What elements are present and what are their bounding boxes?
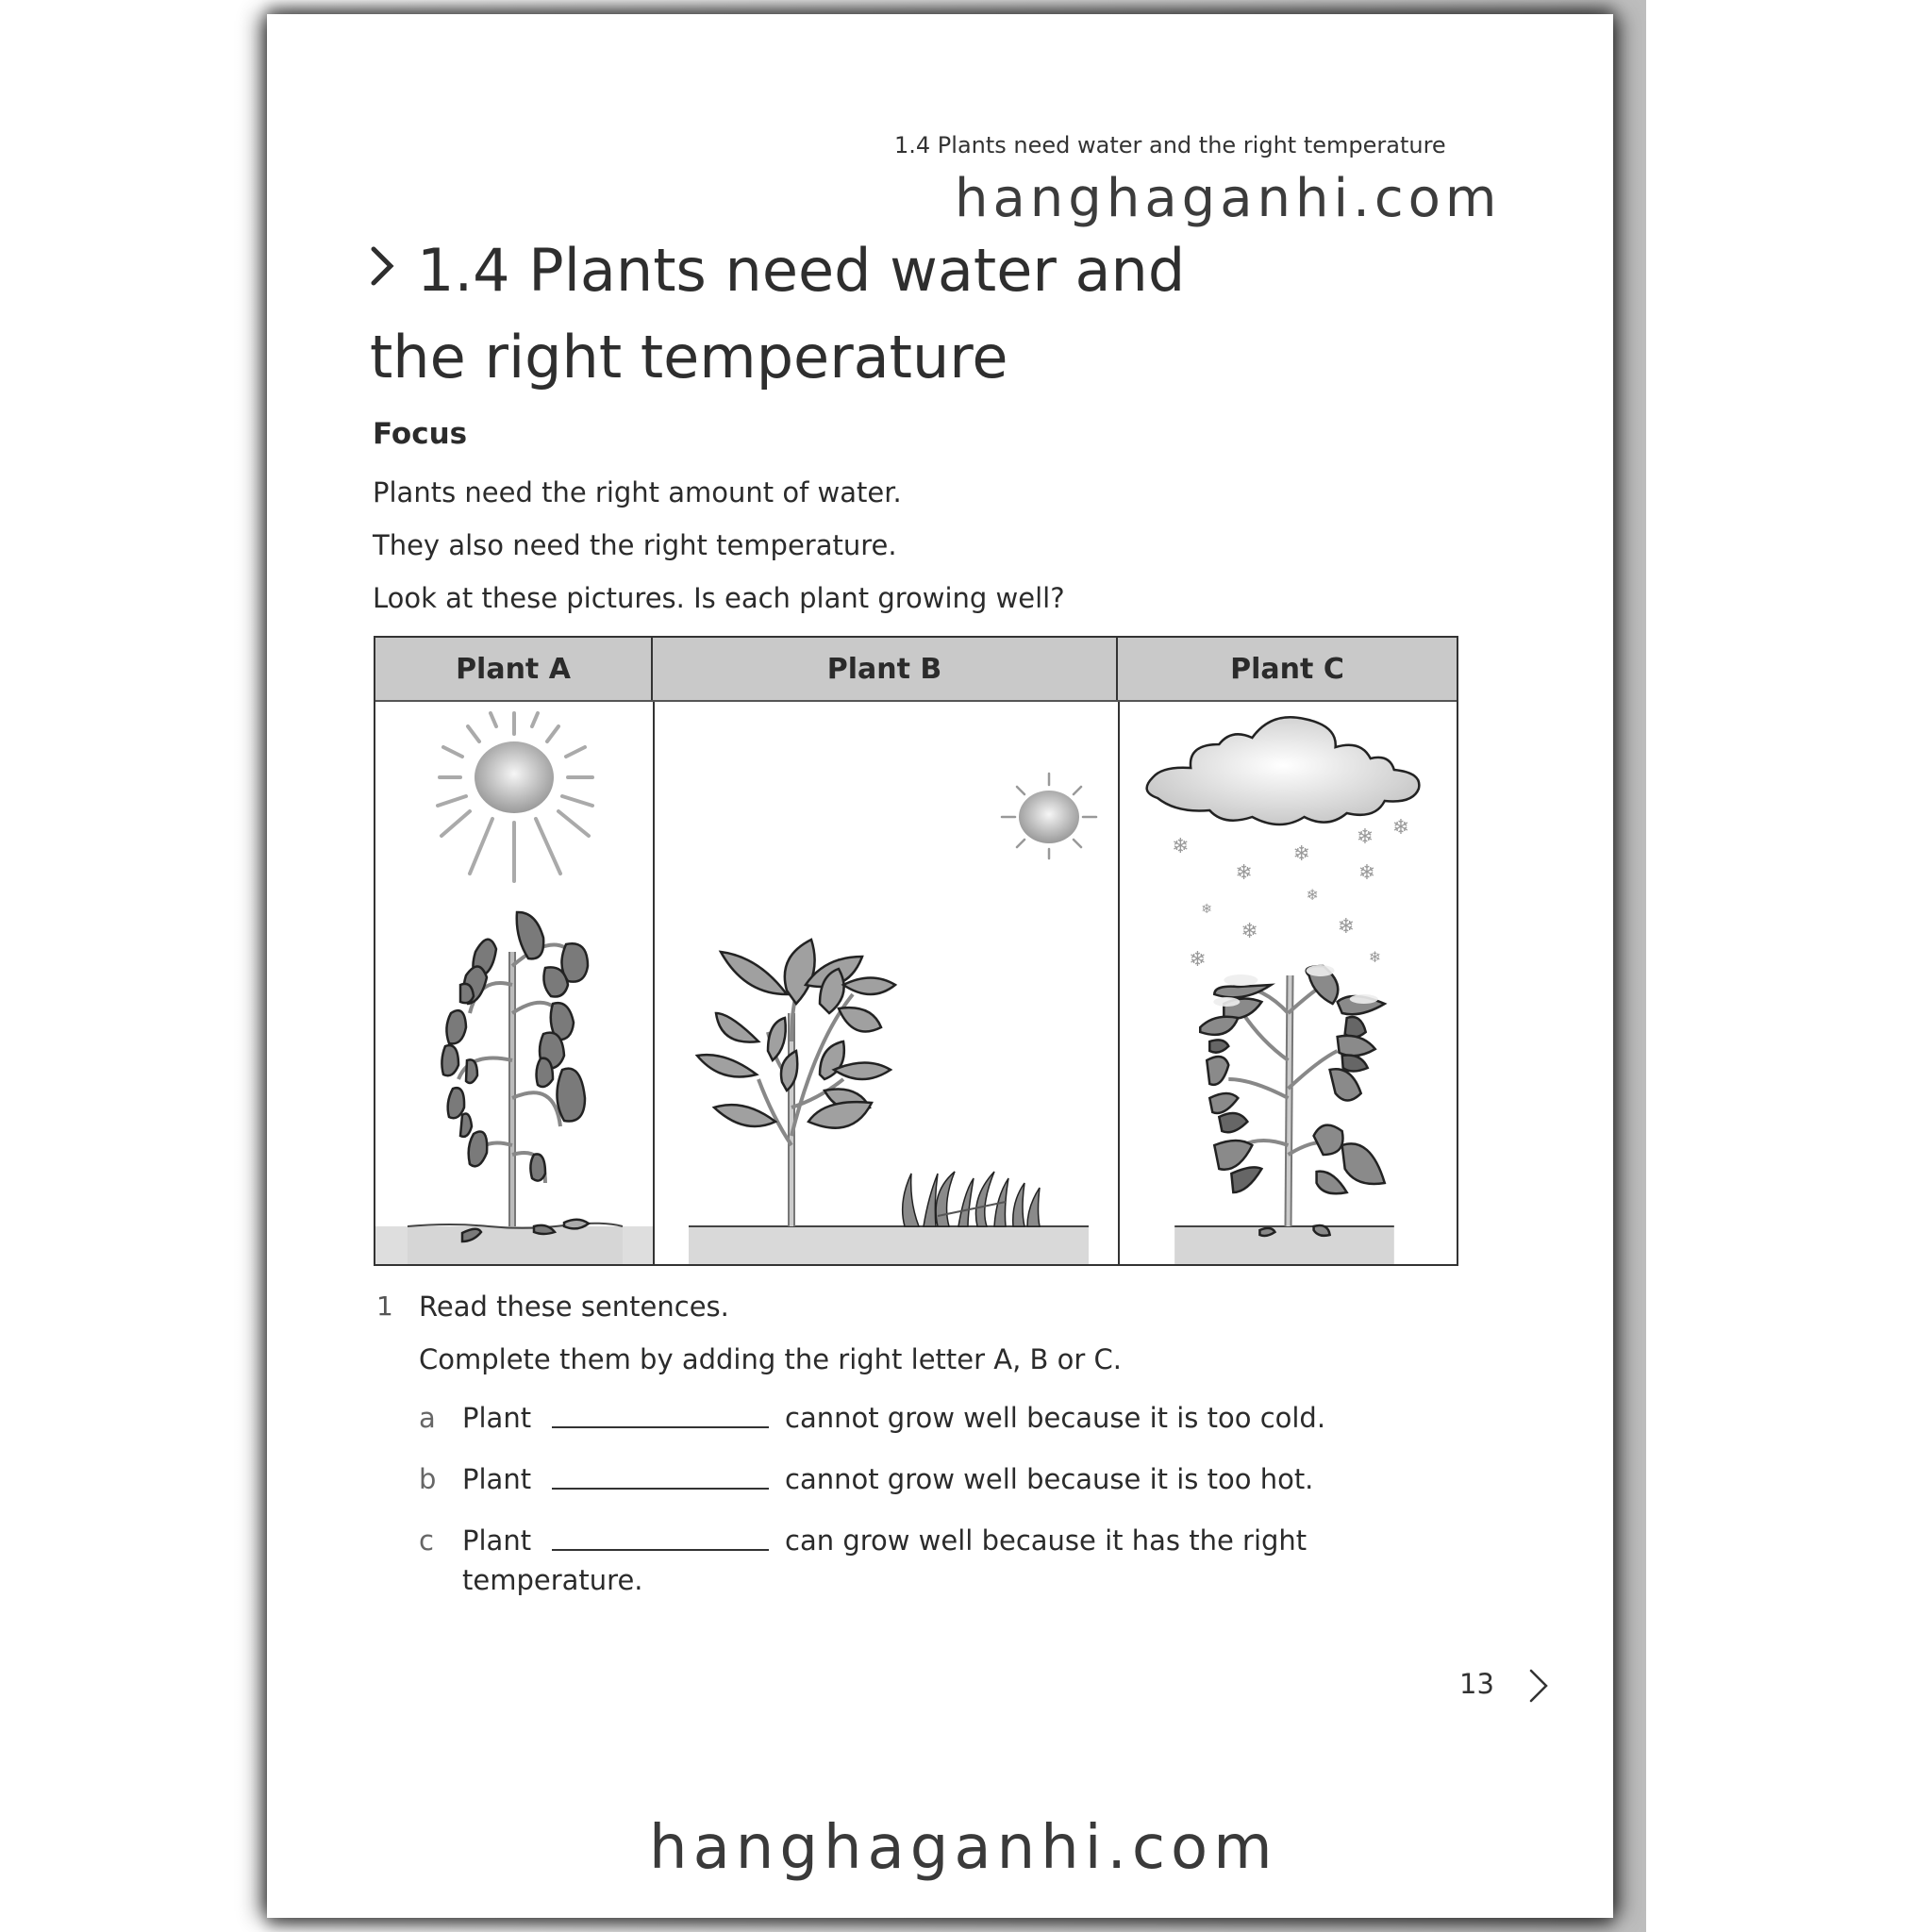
svg-text:❄: ❄: [1357, 861, 1376, 885]
answer-blank-b[interactable]: [552, 1488, 769, 1490]
page-title: [370, 226, 1313, 401]
header-plant-a: Plant A: [375, 638, 653, 700]
focus-paragraph: Plants need the right amount of water.: [373, 476, 902, 508]
svg-text:❄: ❄: [1201, 902, 1212, 917]
svg-text:❄: ❄: [1172, 835, 1190, 858]
item-letter: c: [419, 1524, 434, 1557]
title-line-2: the right temperature: [370, 323, 1008, 391]
answer-blank-a[interactable]: [552, 1426, 769, 1428]
svg-text:❄: ❄: [1292, 842, 1310, 866]
svg-text:❄: ❄: [1241, 920, 1258, 943]
title-line-1: 1.4 Plants need water and: [417, 236, 1186, 305]
item-prefix: Plant: [462, 1402, 532, 1434]
item-letter: b: [419, 1463, 437, 1495]
svg-text:❄: ❄: [1306, 886, 1319, 904]
svg-text:❄: ❄: [1356, 825, 1374, 849]
focus-paragraph: Look at these pictures. Is each plant growing well?: [373, 582, 1065, 614]
svg-text:❄: ❄: [1337, 915, 1356, 939]
cloud-icon: [1147, 717, 1420, 824]
watermark-top: hanghaganhi.com: [955, 168, 1502, 229]
item-suffix: cannot grow well because it is too hot.: [785, 1463, 1314, 1495]
svg-text:❄: ❄: [1391, 816, 1410, 840]
plants-table: [374, 636, 1458, 1266]
chevron-right-icon: [370, 226, 417, 313]
running-head: 1.4 Plants need water and the right temperature: [894, 132, 1446, 158]
item-letter: a: [419, 1402, 436, 1434]
question-number: 1: [376, 1291, 393, 1322]
page-number: 13: [1459, 1668, 1494, 1700]
item-prefix: Plant: [462, 1524, 532, 1557]
item-suffix: can grow well because it has the right: [785, 1524, 1307, 1557]
svg-text:❄: ❄: [1189, 948, 1207, 972]
grass-icon: [903, 1172, 1040, 1226]
answer-blank-c[interactable]: [552, 1549, 769, 1551]
healthy-plant-icon: [697, 940, 895, 1226]
table-header-row: [375, 638, 1457, 702]
header-plant-b: Plant B: [653, 638, 1118, 700]
svg-text:❄: ❄: [1235, 861, 1253, 885]
plant-b-picture: [655, 702, 1120, 1264]
item-prefix: Plant: [462, 1463, 532, 1495]
chevron-right-icon: [1528, 1668, 1549, 1704]
plant-a-picture: [375, 702, 655, 1264]
watermark-bottom: hanghaganhi.com: [649, 1813, 1278, 1883]
frozen-plant-icon: [1200, 965, 1385, 1236]
item-suffix: cannot grow well because it is too cold.: [785, 1402, 1326, 1434]
svg-text:❄: ❄: [1368, 948, 1382, 966]
header-plant-c: Plant C: [1230, 652, 1344, 686]
plant-c-picture: [1120, 702, 1457, 1264]
snowflake-icon: [1172, 816, 1409, 972]
item-continuation: temperature.: [462, 1564, 643, 1596]
question-instruction: Read these sentences.: [419, 1291, 729, 1323]
focus-heading: Focus: [373, 417, 468, 451]
focus-paragraph: They also need the right temperature.: [373, 529, 897, 561]
question-instruction: Complete them by adding the right letter A, B or C.: [419, 1343, 1123, 1375]
